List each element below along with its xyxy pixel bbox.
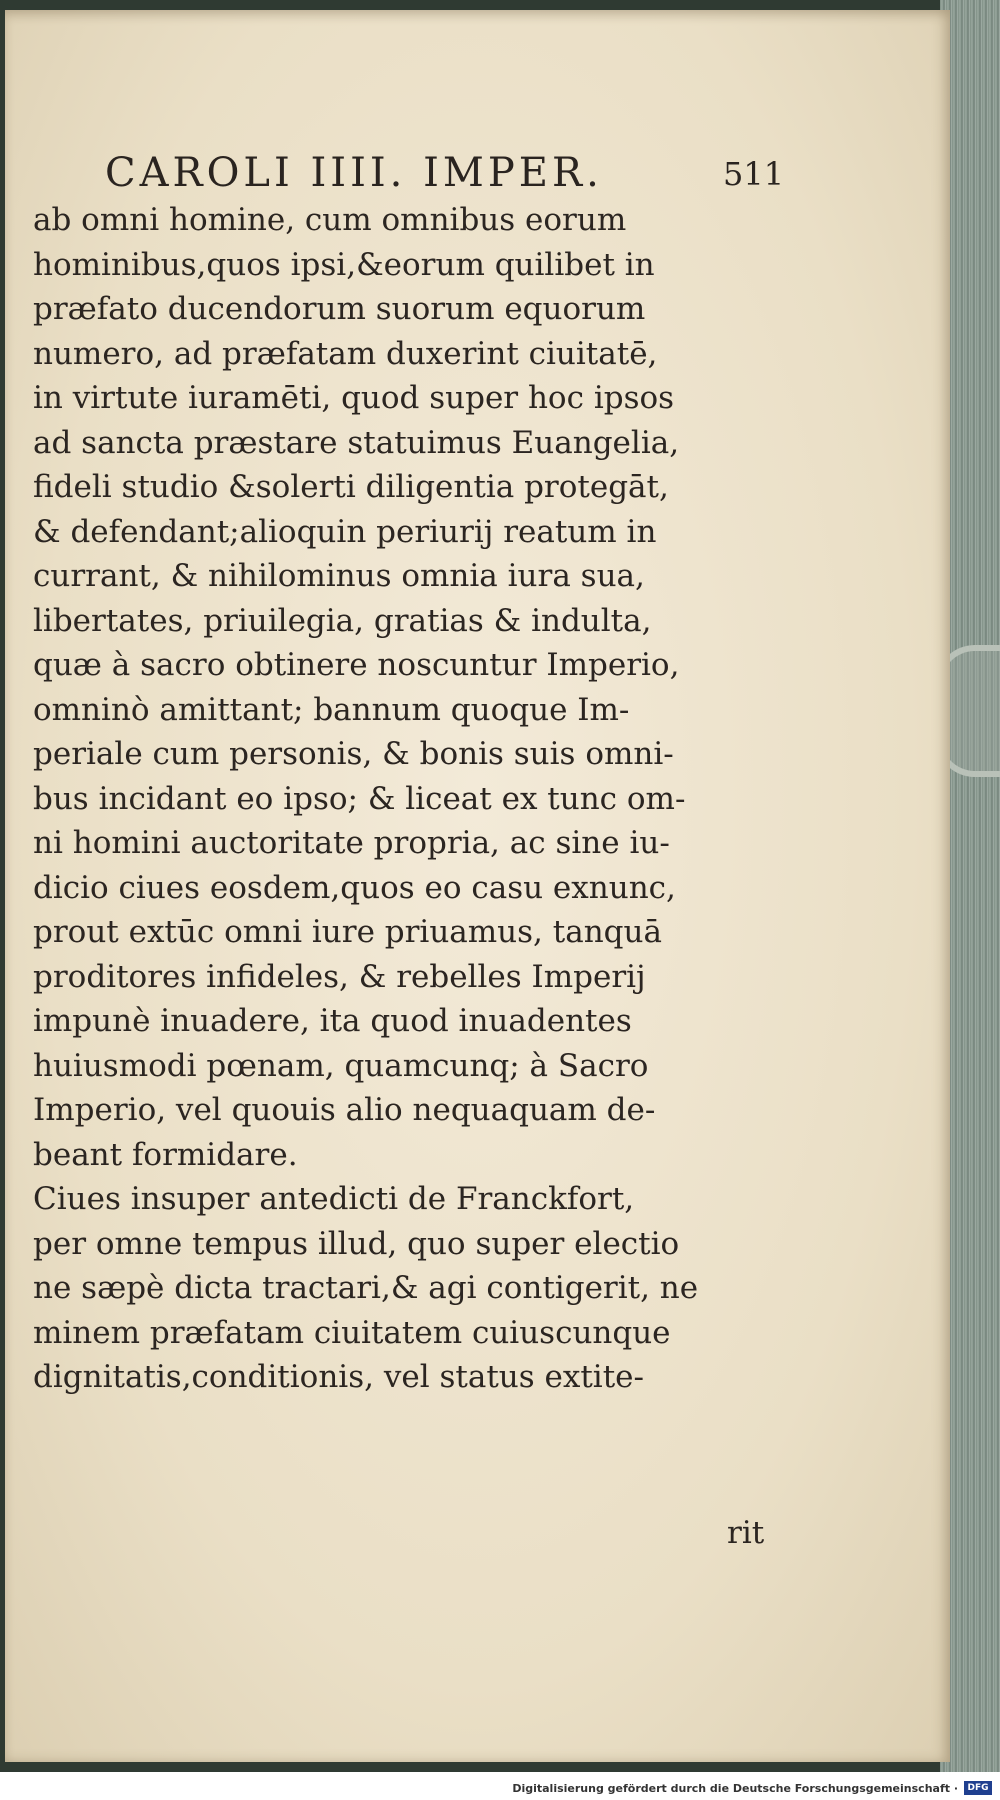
text-line: fideli studio &solerti diligentia protegāt,: [33, 469, 669, 505]
running-head: CAROLI IIII. IMPER.: [105, 150, 603, 196]
text-line: huiusmodi pœnam, quamcunq; à Sacro: [33, 1047, 649, 1084]
text-line: ni homini auctoritate propria, ac sine iu-: [33, 825, 670, 861]
text-line: omninò amittant; bannum quoque Im-: [33, 691, 630, 728]
text-block: [33, 198, 793, 1400]
text-line: minem præfatam ciuitatem cuiuscunque: [33, 1314, 671, 1351]
text-line: Ciues insuper antedicti de Franckfort,: [33, 1181, 635, 1217]
funding-credit: Digitalisierung gefördert durch die Deutsche Forschungsgemeinschaft ·: [512, 1782, 958, 1795]
text-line: currant, & nihilominus omnia iura sua,: [33, 558, 645, 594]
text-line: Imperio, vel quouis alio nequaquam de-: [33, 1092, 656, 1128]
page-number: 511: [723, 155, 785, 193]
book-page: [5, 10, 950, 1762]
text-line: ab omni homine, cum omnibus eorum: [33, 202, 627, 238]
dfg-logo: DFG: [964, 1781, 992, 1795]
text-line: libertates, priuilegia, gratias & indulta,: [33, 602, 652, 639]
text-line: & defendant;alioquin periurij reatum in: [33, 513, 657, 550]
text-line: ad sancta præstare statuimus Euangelia,: [33, 424, 680, 461]
text-line: proditores infideles, & rebelles Imperij: [33, 958, 646, 995]
text-line: per omne tempus illud, quo super electio: [33, 1225, 680, 1262]
text-line: beant formidare.: [33, 1136, 298, 1173]
text-line: quæ à sacro obtinere noscuntur Imperio,: [33, 647, 680, 683]
text-line: dignitatis,conditionis, vel status extite-: [33, 1359, 644, 1395]
text-line: periale cum personis, & bonis suis omni-: [33, 736, 674, 772]
text-line: hominibus,quos ipsi,&eorum quilibet in: [33, 246, 655, 283]
text-line: bus incidant eo ipso; & liceat ex tunc om-: [33, 780, 686, 817]
text-line: ne sæpè dicta tractari,& agi contigerit, ne: [33, 1270, 699, 1306]
catchword: rit: [727, 1515, 765, 1551]
text-line: numero, ad præfatam duxerint ciuitatē,: [33, 335, 658, 372]
text-line: impunè inuadere, ita quod inuadentes: [33, 1003, 632, 1039]
text-line: prout extūc omni iure priuamus, tanquā: [33, 914, 662, 950]
text-line: in virtute iuramēti, quod super hoc ipsos: [33, 380, 675, 416]
text-line: præfato ducendorum suorum equorum: [33, 291, 646, 327]
text-line: dicio ciues eosdem,quos eo casu exnunc,: [33, 869, 676, 906]
